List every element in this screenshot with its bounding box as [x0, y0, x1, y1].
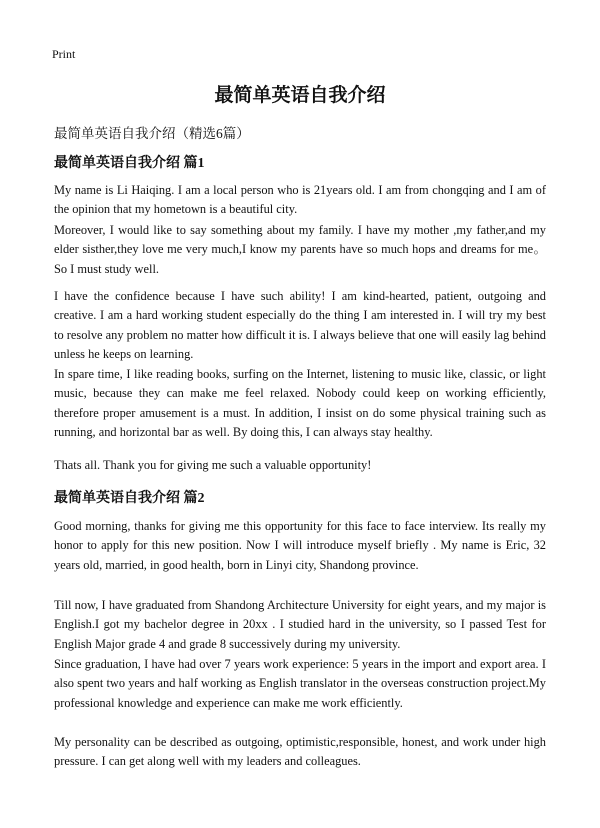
paragraph: Thats all. Thank you for giving me such a valuable opportunity!	[54, 458, 372, 472]
section-heading-2: 最简单英语自我介绍 篇2	[54, 491, 205, 506]
paragraph: I have the confidence because I have such ability! I am kind-hearted, patient, outgoing and creative. I am a hard working student especially do the thing I am interested in. I will try my best to resolve any problem no matter how difficult it is. I always believe that one will easily lag behind unless he keeps on learning.	[54, 289, 546, 362]
section-heading-1: 最简单英语自我介绍 篇1	[54, 156, 205, 171]
document-title: 最简单英语自我介绍	[214, 85, 386, 106]
paragraph: Since graduation, I have had over 7 years work experience: 5 years in the import and export area. I also spent two years and half working as English translator in the overseas construction project.My professional knowledge and experience can make me work efficiently.	[54, 657, 546, 710]
paragraph: My personality can be described as outgoing, optimistic,responsible, honest, and work under high pressure. I can get along well with my leaders and colleagues.	[54, 735, 546, 769]
paragraph: Good morning, thanks for giving me this opportunity for this face to face interview. Its really my honor to apply for this new position. Now I will introduce myself briefly . My name is Eric, 32 years old, married, in good health, born in Linyi city, Shandong province.	[54, 519, 546, 572]
paragraph: My name is Li Haiqing. I am a local person who is 21years old. I am from chongqing and I am of the opinion that my hometown is a beautiful city.	[54, 183, 546, 217]
print-link[interactable]: Print	[52, 47, 76, 61]
paragraph: Moreover, I would like to say something about my family. I have my mother ,my father,and my elder sisther,they love me very much,I know my parents have so much hops and dreams for me。So I must study well.	[54, 223, 546, 276]
document-subtitle: 最简单英语自我介绍（精选6篇）	[54, 126, 250, 141]
paragraph: In spare time, I like reading books, surfing on the Internet, listening to music like, classic, or light music, because they can make me feel relaxed. Nobody could keep on working efficiently, therefore proper amusement is a must. In addition, I insist on do some physical training such as running, and horizontal bar as well. By doing this, I can always stay healthy.	[54, 367, 546, 440]
paragraph: Till now, I have graduated from Shandong Architecture University for eight years, and my major is English.I got my bachelor degree in 20xx . I studied hard in the university, so I passed Test for English Major grade 4 and grade 8 successively during my university.	[54, 598, 546, 651]
